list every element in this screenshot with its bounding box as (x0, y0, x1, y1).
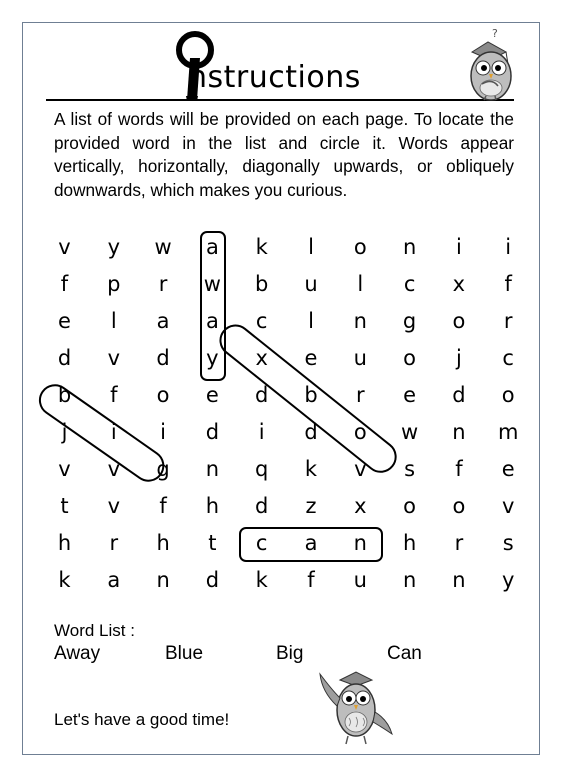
grid-letter: x (354, 494, 367, 518)
grid-letter: o (353, 235, 367, 259)
title-divider (46, 99, 514, 101)
grid-letter: r (454, 531, 464, 555)
word-away: Away (54, 643, 101, 664)
grid-letter: r (158, 272, 168, 296)
grid-letter: o (353, 420, 367, 444)
grid-letter: v (107, 457, 121, 481)
grid-letter: c (403, 272, 416, 296)
grid-letter: f (307, 568, 315, 592)
grid-letter: d (304, 420, 318, 444)
word-can: Can (387, 643, 422, 664)
grid-letter: a (156, 309, 170, 333)
grid-letter: o (403, 346, 417, 370)
grid-letter: t (60, 494, 69, 518)
closing-message: Let's have a good time! (54, 710, 230, 729)
grid-letter: r (355, 383, 365, 407)
grid-letter: l (357, 272, 364, 296)
grid-letter: b (57, 383, 72, 407)
grid-letter: n (452, 420, 466, 444)
grid-letter: c (255, 309, 268, 333)
grid-letter: l (308, 235, 314, 259)
grid-letter: a (205, 309, 219, 333)
grid-letter: e (403, 383, 417, 407)
grid-letter: l (110, 309, 117, 333)
grid-letter: v (354, 457, 367, 481)
grid-letter: n (205, 457, 220, 481)
grid-letter: c (255, 531, 268, 555)
grid-letter: t (208, 531, 217, 555)
grid-letter: n (452, 568, 466, 592)
grid-letter: y (206, 346, 219, 370)
grid-letter: d (205, 420, 220, 444)
grid-letter: f (159, 494, 167, 518)
grid-letter: v (58, 235, 71, 259)
grid-letter: e (58, 309, 71, 333)
grid-letter: k (58, 568, 71, 592)
grid-letter: v (58, 457, 71, 481)
grid-letter: d (452, 383, 466, 407)
grid-letter: k (304, 457, 318, 481)
grid-letter: m (497, 420, 519, 444)
svg-text:?: ? (492, 27, 498, 40)
grid-letter: w (401, 420, 419, 444)
grid-letter: u (353, 346, 367, 370)
grid-letter: o (501, 383, 515, 407)
grid-letter: r (109, 531, 119, 555)
grid-letter: u (304, 272, 318, 296)
grid-letter: k (255, 568, 268, 592)
grid-letter: h (156, 531, 170, 555)
grid-letter: o (156, 383, 170, 407)
grid-letter: e (205, 383, 219, 407)
grid-letter: i (505, 235, 512, 259)
grid-letter: e (501, 457, 515, 481)
grid-letter: a (205, 235, 219, 259)
grid-letter: o (452, 309, 466, 333)
grid-letter: a (304, 531, 318, 555)
grid-letter: f (60, 272, 69, 296)
word-list-title: Word List : (54, 621, 135, 640)
grid-letter: x (452, 272, 466, 296)
grid-letter: w (203, 272, 221, 296)
circled-word-away (200, 231, 226, 381)
grid-letter: h (205, 494, 220, 518)
circled-word-can (239, 527, 383, 562)
grid-letter: z (305, 494, 317, 518)
grid-letter: k (255, 235, 268, 259)
grid-letter: u (353, 568, 367, 592)
grid-letter: n (402, 235, 417, 259)
owl-thinking-icon (462, 24, 524, 104)
grid-letter: d (205, 568, 220, 592)
grid-letter: s (404, 457, 416, 481)
page-title: nstructions (188, 60, 361, 95)
grid-letter: g (402, 309, 417, 333)
grid-letter: r (503, 309, 513, 333)
grid-letter: d (255, 383, 269, 407)
instructions-paragraph: A list of words will be provided on each page. To locate the provided word in the list and circle it. Words appear vertically, horizontally, diagonally upwards, or obliquely downwards, which makes you curious. (54, 109, 514, 200)
grid-letter: n (402, 568, 417, 592)
grid-letter: i (258, 420, 265, 444)
grid-letter: i (160, 420, 167, 444)
grid-letter: b (304, 383, 318, 407)
grid-letter: f (455, 457, 463, 481)
grid-letter: y (107, 235, 121, 259)
grid-letter: q (255, 457, 269, 481)
word-big: Big (276, 643, 304, 664)
grid-letter: j (455, 346, 462, 370)
grid-letter: d (57, 346, 72, 370)
grid-letter: i (110, 420, 117, 444)
grid-letter: s (502, 531, 514, 555)
owl-waving-icon (318, 662, 394, 750)
grid-letter: f (504, 272, 512, 296)
grid-letter: o (452, 494, 466, 518)
grid-letter: j (61, 420, 68, 444)
grid-letter: i (455, 235, 462, 259)
grid-letter: v (107, 346, 121, 370)
grid-letter: d (156, 346, 170, 370)
grid-letter: n (353, 309, 367, 333)
grid-letter: x (255, 346, 268, 370)
grid-letter: d (255, 494, 269, 518)
grid-letter: v (107, 494, 121, 518)
grid-letter: n (156, 568, 170, 592)
grid-letter: l (308, 309, 314, 333)
grid-letter: a (107, 568, 121, 592)
grid-letter: p (107, 272, 121, 296)
grid-letter: b (255, 272, 269, 296)
grid-letter: g (156, 457, 170, 481)
grid-letter: h (57, 531, 72, 555)
grid-letter: y (501, 568, 515, 592)
grid-letter: h (402, 531, 417, 555)
grid-letter: w (154, 235, 172, 259)
word-blue: Blue (165, 643, 204, 664)
grid-letter: o (403, 494, 417, 518)
grid-letter: n (353, 531, 367, 555)
grid-letter: e (304, 346, 318, 370)
grid-letter: c (502, 346, 514, 370)
grid-letter: v (501, 494, 515, 518)
grid-letter: f (110, 383, 118, 407)
